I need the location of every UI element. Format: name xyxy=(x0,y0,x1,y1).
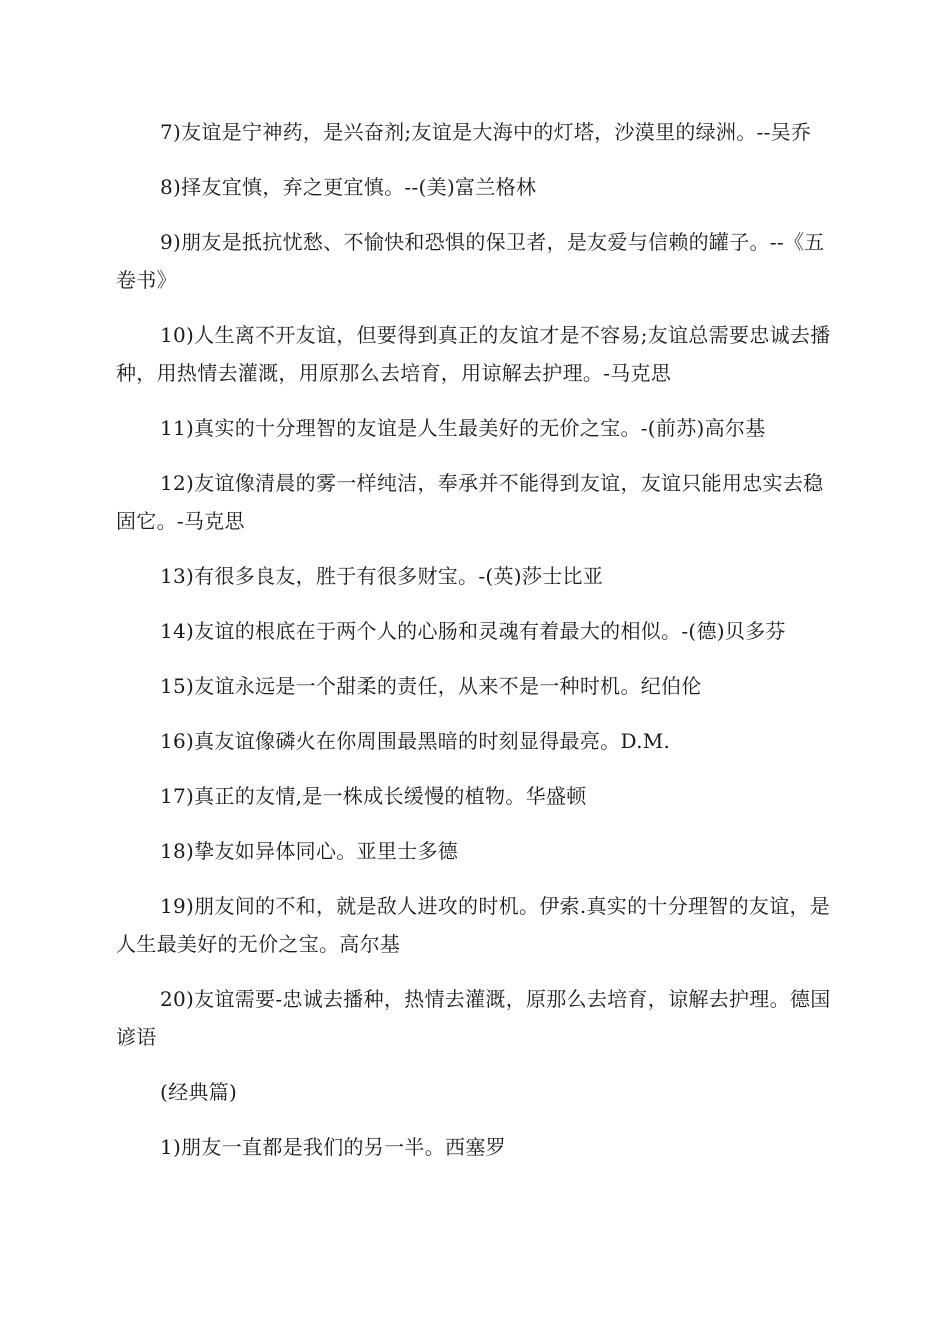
quote-paragraph-18: 18)挚友如异体同心。亚里士多德 xyxy=(160,839,459,863)
quote-paragraph-9: 9)朋友是抵抗忧愁、不愉快和恐惧的保卫者，是友爱与信赖的罐子。--《五卷书》 xyxy=(116,230,825,292)
quote-paragraph-14: 14)友谊的根底在于两个人的心肠和灵魂有着最大的相似。-(德)贝多芬 xyxy=(160,619,786,643)
quote-paragraph-16: 16)真友谊像磷火在你周围最黑暗的时刻显得最亮。D.M. xyxy=(160,729,671,753)
quote-paragraph-12: 12)友谊像清晨的雾一样纯洁，奉承并不能得到友谊，友谊只能用忠实去稳固它。-马克思 xyxy=(116,471,824,533)
section-heading-classic: (经典篇) xyxy=(160,1080,238,1104)
quote-paragraph-19: 19)朋友间的不和，就是敌人进攻的时机。伊索.真实的十分理智的友谊，是人生最美好的无价之宝。高尔基 xyxy=(116,894,831,956)
quote-paragraph-20: 20)友谊需要-忠诚去播种，热情去灌溉，原那么去培育，谅解去护理。德国谚语 xyxy=(116,987,831,1049)
quote-paragraph-17: 17)真正的友情,是一株成长缓慢的植物。华盛顿 xyxy=(160,784,587,808)
document-body xyxy=(116,113,836,1183)
quote-paragraph-15: 15)友谊永远是一个甜柔的责任，从来不是一种时机。纪伯伦 xyxy=(160,674,702,698)
quote-paragraph-7: 7)友谊是宁神药，是兴奋剂;友谊是大海中的灯塔，沙漠里的绿洲。--吴乔 xyxy=(160,120,812,144)
quote-paragraph-13: 13)有很多良友，胜于有很多财宝。-(英)莎士比亚 xyxy=(160,564,604,588)
quote-paragraph-8: 8)择友宜慎，弃之更宜慎。--(美)富兰格林 xyxy=(160,175,537,199)
quote-paragraph-11: 11)真实的十分理智的友谊是人生最美好的无价之宝。-(前苏)高尔基 xyxy=(160,416,766,440)
quote-paragraph-classic-1: 1)朋友一直都是我们的另一半。西塞罗 xyxy=(160,1135,506,1159)
quote-paragraph-10: 10)人生离不开友谊，但要得到真正的友谊才是不容易;友谊总需要忠诚去播种，用热情去灌溉，用原那么去培育，用谅解去护理。-马克思 xyxy=(116,323,831,385)
